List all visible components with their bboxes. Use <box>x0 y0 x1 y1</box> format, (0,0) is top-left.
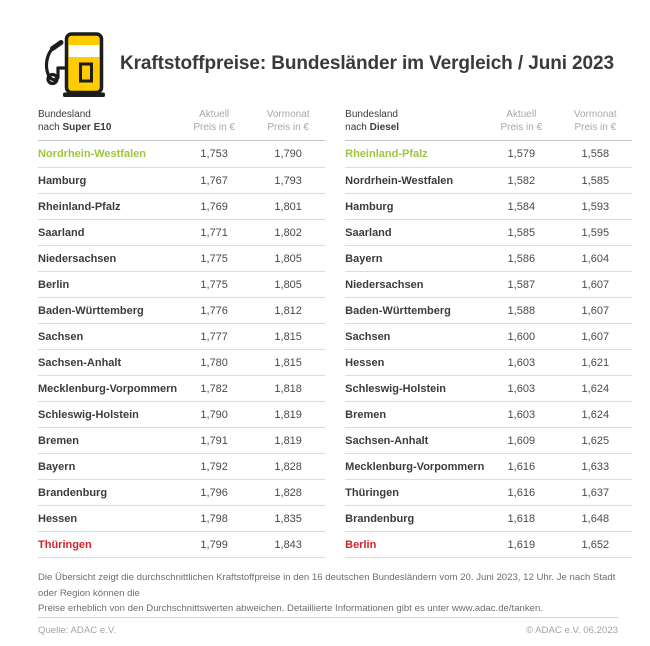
col-header-state-line2 <box>38 121 177 134</box>
state-name: Mecklenburg-Vorpommern <box>38 382 178 395</box>
table-super-e10 <box>38 108 325 558</box>
table-body-super-e10 <box>38 140 325 558</box>
state-name: Bayern <box>345 252 383 265</box>
state-name: Thüringen <box>345 486 399 499</box>
table-row <box>345 453 632 479</box>
current-price: 1,769 <box>200 200 228 213</box>
current-price: 1,600 <box>507 330 536 343</box>
col-header-fuel-name: Diesel <box>369 122 400 133</box>
col-header-state-prefix: nach <box>38 122 63 133</box>
col-header-previous <box>251 108 325 134</box>
header <box>38 24 618 104</box>
current-price: 1,616 <box>507 486 536 499</box>
col-header-current <box>177 108 251 134</box>
table-row <box>38 453 325 479</box>
previous-price: 1,593 <box>581 200 610 213</box>
table-row <box>38 297 325 323</box>
previous-price: 1,585 <box>581 174 610 187</box>
copyright-label: © ADAC e.V. 06.2023 <box>525 624 618 636</box>
current-price: 1,767 <box>200 174 228 187</box>
table-row <box>345 167 632 193</box>
table-row <box>345 531 632 557</box>
current-price: 1,777 <box>200 330 228 343</box>
current-price: 1,588 <box>507 304 536 317</box>
disclaimer-line2: Preise erheblich von den Durchschnittswerten abweichen. Detaillierte Informationen gibt es unter www.adac.de/tanken. <box>38 603 544 614</box>
table-row <box>345 141 632 167</box>
table-row <box>38 219 325 245</box>
state-name: Hamburg <box>38 174 87 187</box>
state-name: Brandenburg <box>38 486 108 499</box>
previous-price: 1,812 <box>274 304 302 317</box>
col-header-fuel-name: Super E10 <box>62 122 112 133</box>
previous-price: 1,633 <box>581 460 610 473</box>
current-price: 1,771 <box>200 226 228 239</box>
source-row <box>38 617 618 636</box>
table-row <box>345 349 632 375</box>
state-name: Schleswig-Holstein <box>345 382 447 395</box>
col-header-state-line1: Bundesland <box>345 109 398 120</box>
page-title: Kraftstoffpreise: Bundesländer im Vergleich / Juni 2023 <box>120 53 614 74</box>
table-row <box>345 427 632 453</box>
previous-price: 1,805 <box>274 278 302 291</box>
table-header-diesel <box>345 108 632 140</box>
fuel-pump-icon <box>38 26 110 102</box>
current-price: 1,582 <box>507 174 536 187</box>
col-header-current <box>484 108 558 134</box>
col-header-current-line1: Aktuell <box>506 109 537 120</box>
table-row <box>38 427 325 453</box>
col-header-previous-line1: Vormonat <box>266 109 310 120</box>
state-name: Bremen <box>38 434 79 447</box>
table-row <box>38 349 325 375</box>
current-price: 1,780 <box>200 356 228 369</box>
previous-price: 1,835 <box>274 512 302 525</box>
table-row <box>345 323 632 349</box>
table-row <box>38 505 325 531</box>
state-name: Mecklenburg-Vorpommern <box>345 460 485 473</box>
table-row <box>38 167 325 193</box>
current-price: 1,775 <box>200 278 228 291</box>
current-price: 1,619 <box>507 538 536 551</box>
table-row <box>38 375 325 401</box>
current-price: 1,587 <box>507 278 536 291</box>
state-name: Nordrhein-Westfalen <box>38 148 146 160</box>
state-name: Niedersachsen <box>38 252 117 265</box>
current-price: 1,798 <box>200 512 228 525</box>
previous-price: 1,815 <box>274 356 302 369</box>
table-row <box>38 401 325 427</box>
state-name: Nordrhein-Westfalen <box>345 174 454 187</box>
price-tables <box>38 108 618 558</box>
table-row <box>345 505 632 531</box>
table-row <box>38 479 325 505</box>
current-price: 1,584 <box>507 200 536 213</box>
previous-price: 1,624 <box>581 382 610 395</box>
previous-price: 1,828 <box>274 486 302 499</box>
state-name: Sachsen <box>345 330 391 343</box>
table-row <box>345 193 632 219</box>
state-name: Sachsen <box>38 330 84 343</box>
col-header-current-line2: Preis in € <box>500 122 543 133</box>
previous-price: 1,558 <box>581 148 610 160</box>
current-price: 1,790 <box>200 408 228 421</box>
table-diesel <box>345 108 632 558</box>
table-row <box>345 479 632 505</box>
table-header-super-e10 <box>38 108 325 140</box>
col-header-state <box>38 108 177 134</box>
previous-price: 1,843 <box>274 538 302 551</box>
state-name: Saarland <box>345 226 392 239</box>
source-label: Quelle: ADAC e.V. <box>38 624 117 636</box>
previous-price: 1,805 <box>274 252 302 265</box>
current-price: 1,586 <box>507 252 536 265</box>
current-price: 1,603 <box>507 382 536 395</box>
disclaimer-line1: Die Übersicht zeigt die durchschnittlichen Kraftstoffpreise in den 16 deutschen Bundesländern vom 20. Juni 2023, 12 Uhr. Je nach Stadt oder Region können die <box>38 572 616 599</box>
table-row <box>38 323 325 349</box>
state-name: Bremen <box>345 408 387 421</box>
state-name: Rheinland-Pfalz <box>345 148 428 160</box>
current-price: 1,775 <box>200 252 228 265</box>
previous-price: 1,828 <box>274 460 302 473</box>
table-row <box>38 531 325 557</box>
table-row <box>38 245 325 271</box>
state-name: Schleswig-Holstein <box>38 408 139 421</box>
state-name: Baden-Württemberg <box>345 304 451 317</box>
table-body-diesel <box>345 140 632 558</box>
table-row <box>38 141 325 167</box>
state-name: Thüringen <box>38 538 92 551</box>
previous-price: 1,790 <box>274 148 302 160</box>
previous-price: 1,621 <box>581 356 610 369</box>
current-price: 1,776 <box>200 304 228 317</box>
current-price: 1,791 <box>200 434 228 447</box>
table-row <box>345 245 632 271</box>
current-price: 1,579 <box>507 148 536 160</box>
col-header-previous-line1: Vormonat <box>573 109 617 120</box>
previous-price: 1,819 <box>274 408 302 421</box>
current-price: 1,792 <box>200 460 228 473</box>
previous-price: 1,818 <box>274 382 302 395</box>
state-name: Baden-Württemberg <box>38 304 144 317</box>
table-row <box>38 193 325 219</box>
previous-price: 1,607 <box>581 330 610 343</box>
col-header-state-line1: Bundesland <box>38 109 91 120</box>
previous-price: 1,652 <box>581 538 610 551</box>
previous-price: 1,819 <box>274 434 302 447</box>
current-price: 1,799 <box>200 538 228 551</box>
current-price: 1,753 <box>200 148 228 160</box>
col-header-state-line2 <box>345 121 484 134</box>
state-name: Sachsen-Anhalt <box>38 356 122 369</box>
current-price: 1,616 <box>507 460 536 473</box>
col-header-state-prefix: nach <box>345 122 370 133</box>
col-header-previous-line2: Preis in € <box>574 122 617 133</box>
previous-price: 1,625 <box>581 434 610 447</box>
col-header-state <box>345 108 484 134</box>
previous-price: 1,607 <box>581 278 610 291</box>
footer <box>38 570 618 636</box>
table-row <box>345 375 632 401</box>
state-name: Brandenburg <box>345 512 415 525</box>
col-header-current-line2: Preis in € <box>193 122 235 133</box>
previous-price: 1,815 <box>274 330 302 343</box>
table-row <box>38 271 325 297</box>
previous-price: 1,637 <box>581 486 610 499</box>
table-row <box>345 271 632 297</box>
table-row <box>345 297 632 323</box>
state-name: Bayern <box>38 460 76 473</box>
previous-price: 1,624 <box>581 408 610 421</box>
table-row <box>345 219 632 245</box>
current-price: 1,782 <box>200 382 228 395</box>
previous-price: 1,604 <box>581 252 610 265</box>
previous-price: 1,607 <box>581 304 610 317</box>
state-name: Niedersachsen <box>345 278 424 291</box>
previous-price: 1,648 <box>581 512 610 525</box>
previous-price: 1,802 <box>274 226 302 239</box>
current-price: 1,609 <box>507 434 536 447</box>
state-name: Hessen <box>345 356 385 369</box>
previous-price: 1,801 <box>274 200 302 213</box>
previous-price: 1,793 <box>274 174 302 187</box>
disclaimer <box>38 570 618 617</box>
state-name: Rheinland-Pfalz <box>38 200 121 213</box>
previous-price: 1,595 <box>581 226 610 239</box>
state-name: Berlin <box>345 538 377 551</box>
current-price: 1,603 <box>507 356 536 369</box>
col-header-previous-line2: Preis in € <box>267 122 309 133</box>
current-price: 1,585 <box>507 226 536 239</box>
current-price: 1,796 <box>200 486 228 499</box>
state-name: Sachsen-Anhalt <box>345 434 429 447</box>
current-price: 1,618 <box>507 512 536 525</box>
state-name: Hessen <box>38 512 78 525</box>
col-header-current-line1: Aktuell <box>199 109 230 120</box>
col-header-previous <box>558 108 632 134</box>
state-name: Hamburg <box>345 200 394 213</box>
current-price: 1,603 <box>507 408 536 421</box>
table-row <box>345 401 632 427</box>
state-name: Saarland <box>38 226 85 239</box>
state-name: Berlin <box>38 278 70 291</box>
